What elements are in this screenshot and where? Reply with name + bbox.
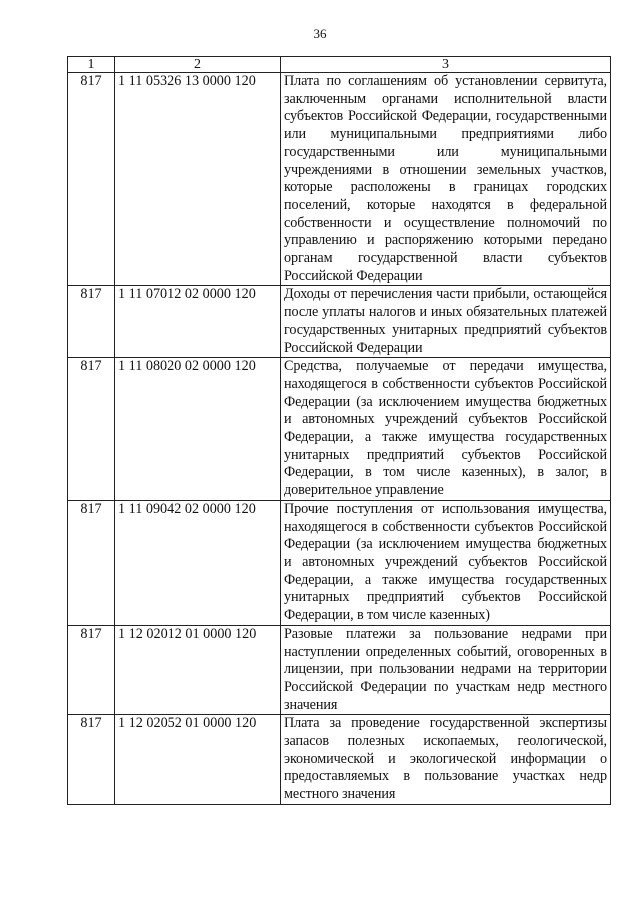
- budget-code-cell: 1 12 02012 01 0000 120: [115, 625, 281, 715]
- table-row: [68, 286, 611, 358]
- admin-code-cell: 817: [68, 715, 115, 805]
- table-row: [68, 358, 611, 501]
- description-cell: Разовые платежи за пользование недрами при наступлении определенных событий, оговоренных в лицензии, при пользовании недрами на территории Российской Федерации по участкам недр местного значения: [281, 625, 611, 715]
- budget-code-cell: 1 11 05326 13 0000 120: [115, 73, 281, 286]
- admin-code-cell: 817: [68, 500, 115, 625]
- admin-code-cell: 817: [68, 286, 115, 358]
- admin-code-cell: 817: [68, 358, 115, 501]
- budget-code-cell: 1 11 08020 02 0000 120: [115, 358, 281, 501]
- table-row: [68, 625, 611, 715]
- table-header-row: [68, 57, 611, 73]
- description-cell: Плата за проведение государственной экспертизы запасов полезных ископаемых, геологической, экономической и экологической информации о предоставляемых в пользование участках недр местного значения: [281, 715, 611, 805]
- description-cell: Прочие поступления от использования имущества, находящегося в собственности субъектов Российской Федерации (за исключением имущества бюджетных и автономных учреждений субъектов Российской Федерации, а также имущества государственных унитарных предприятий субъектов Российской Федерации, в том числе казенных): [281, 500, 611, 625]
- budget-code-cell: 1 11 07012 02 0000 120: [115, 286, 281, 358]
- table-row: [68, 500, 611, 625]
- column-header-1: 1: [68, 57, 115, 73]
- budget-code-cell: 1 11 09042 02 0000 120: [115, 500, 281, 625]
- description-cell: Средства, получаемые от передачи имущества, находящегося в собственности субъектов Российской Федерации (за исключением имущества бюджетных и автономных учреждений субъектов Российской Федерации, а также имущества государственных унитарных предприятий субъектов Российской Федерации, в том числе казенных), в залог, в доверительное управление: [281, 358, 611, 501]
- table-row: [68, 73, 611, 286]
- admin-code-cell: 817: [68, 625, 115, 715]
- description-cell: Доходы от перечисления части прибыли, остающейся после уплаты налогов и иных обязательных платежей государственных унитарных предприятий субъектов Российской Федерации: [281, 286, 611, 358]
- budget-code-cell: 1 12 02052 01 0000 120: [115, 715, 281, 805]
- page-number: 36: [313, 26, 327, 41]
- budget-classification-table: [67, 56, 611, 805]
- admin-code-cell: 817: [68, 73, 115, 286]
- column-header-3: 3: [281, 57, 611, 73]
- column-header-2: 2: [115, 57, 281, 73]
- description-cell: Плата по соглашениям об установлении сервитута, заключенным органами исполнительной власти субъектов Российской Федерации, государственными или муниципальными предприятиями либо государственными или муниципальными учреждениями в отношении земельных участков, которые расположены в границах городских поселений, которые находятся в федеральной собственности и осуществление полномочий по управлению и распоряжению которыми передано органам государственной власти субъектов Российской Федерации: [281, 73, 611, 286]
- table-row: [68, 715, 611, 805]
